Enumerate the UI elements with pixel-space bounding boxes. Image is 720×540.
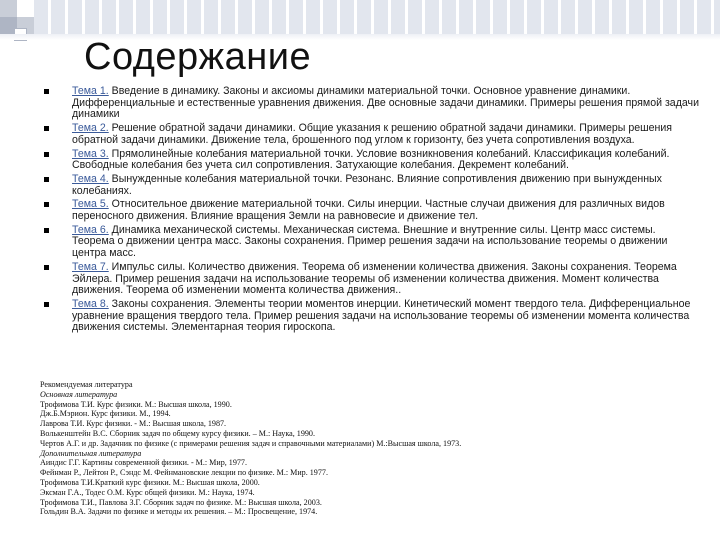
references-section bbox=[40, 380, 700, 517]
topic-description: Решение обратной задачи динамики. Общие указания к решению обратной задачи динамики. Примеры решения обратной задачи динамики. Движение тела, брошенного под углом к горизонту, без учета сопротивления воздуха. bbox=[72, 122, 673, 146]
reference-item: Трофимова Т.И. Курс физики. М.: Высшая школа, 1990. bbox=[40, 399, 232, 409]
topic-description: Законы сохранения. Элементы теории моментов инерции. Кинетический момент твердого тела. Дифференциальное уравнение вращения твердого тела. Пример решения задачи на использование теоремы об изменении момента количества движения системы. Элементарная теория гироскопа. bbox=[72, 297, 691, 334]
references-heading: Рекомендуемая литература bbox=[40, 380, 133, 389]
list-item bbox=[40, 299, 700, 334]
header-stripe-band bbox=[34, 0, 720, 34]
reference-item: Чертов А.Г. и др. Задачник по физике (с примерами решения задач и справочными материалами) М.:Высшая школа, 1973. bbox=[40, 438, 462, 448]
square-bullet-icon bbox=[44, 202, 49, 207]
reference-item: Лаврова Т.И. Курс физики. - М.: Высшая школа, 1987. bbox=[40, 419, 227, 429]
reference-item: Гольдин В.А. Задачи по физике и методы их решения. – М.: Просвещение, 1974. bbox=[40, 507, 318, 517]
square-bullet-icon bbox=[44, 177, 49, 182]
reference-item: Трофимова Т.И., Павлова З.Г. Сборник задач по физике. М.: Высшая школа, 2003. bbox=[40, 497, 322, 507]
topic-link[interactable]: Тема 6. bbox=[72, 223, 109, 236]
reference-item: Дж.Б.Мэрион. Курс физики. М., 1994. bbox=[40, 409, 171, 419]
main-literature-heading: Основная литература bbox=[40, 389, 118, 399]
topic-link[interactable]: Тема 2. bbox=[72, 122, 109, 135]
topic-link[interactable]: Тема 4. bbox=[72, 172, 109, 185]
list-item bbox=[40, 174, 700, 197]
list-item bbox=[40, 149, 700, 172]
topic-description: Вынужденные колебания материальной точки. Резонанс. Влияние сопротивления движению при вынужденных колебаниях. bbox=[72, 172, 662, 197]
reference-item: Волькенштейн В.С. Сборник задач по общему курсу физики. – М.: Наука, 1990. bbox=[40, 428, 315, 438]
topic-description: Импульс силы. Количество движения. Теорема об изменении количества движения. Законы сохранения. Теорема Эйлера. Пример решения задачи на использование теоремы об изменении количества движения. Момент количества движения. Теорема об изменении момента количества движения.. bbox=[72, 260, 677, 297]
list-item bbox=[40, 123, 700, 146]
topic-description: Введение в динамику. Законы и аксиомы динамики материальной точки. Основное уравнение динамики. Дифференциальные и естественные уравнения движения. Две основные задачи динамики. Примеры решения прямой задачи динамики bbox=[72, 85, 699, 121]
square-bullet-icon bbox=[44, 265, 49, 270]
square-bullet-icon bbox=[44, 152, 49, 157]
topic-link[interactable]: Тема 7. bbox=[72, 260, 109, 273]
topic-description: Динамика механической системы. Механическая система. Внешние и внутренние силы. Центр масс системы. Теорема о движении центра масс. Законы сохранения. Пример решения задачи на использование теоремы о движении центра масс. bbox=[72, 223, 668, 260]
square-bullet-icon bbox=[44, 126, 49, 131]
square-bullet-icon bbox=[44, 228, 49, 233]
list-item bbox=[40, 225, 700, 260]
corner-square-cutout bbox=[17, 0, 34, 17]
topic-link[interactable]: Тема 5. bbox=[72, 198, 109, 211]
topic-link[interactable]: Тема 1. bbox=[72, 85, 109, 97]
list-item bbox=[40, 199, 700, 222]
reference-item: Эксман Г.А., Тодес О.М. Курс общей физики. М.: Наука, 1974. bbox=[40, 487, 255, 497]
topic-link[interactable]: Тема 8. bbox=[72, 297, 109, 310]
list-item bbox=[40, 262, 700, 297]
extra-literature-heading: Дополнительная литература bbox=[40, 448, 142, 458]
reference-item: Трофимова Т.И.Краткий курс физики. М.: Высшая школа, 2000. bbox=[40, 477, 260, 487]
topics-list bbox=[40, 86, 700, 336]
topic-link[interactable]: Тема 3. bbox=[72, 147, 109, 160]
topic-description: Прямолинейные колебания материальной точки. Условие возникновения колебаний. Классификация колебаний. Свободные колебания без учета сил сопротивления. Затухающие колебания. Декремент колебаний. bbox=[72, 147, 670, 172]
page-title: Содержание bbox=[84, 36, 312, 78]
reference-item: Аиндис Г.Г. Картины современной физики. - М.: Мир, 1977. bbox=[40, 458, 247, 468]
square-bullet-icon bbox=[44, 302, 49, 307]
square-bullet-icon bbox=[44, 89, 49, 94]
topic-description: Относительное движение материальной точки. Силы инерции. Частные случаи движения для различных видов переносного движения. Влияние вращения Земли на равновесие и движение тел. bbox=[72, 198, 665, 223]
reference-item: Фейнман Р., Лейтон Р., Сэндс М. Фейнмановские лекции по физике. М.: Мир. 1977. bbox=[40, 468, 328, 478]
list-item bbox=[40, 86, 700, 121]
